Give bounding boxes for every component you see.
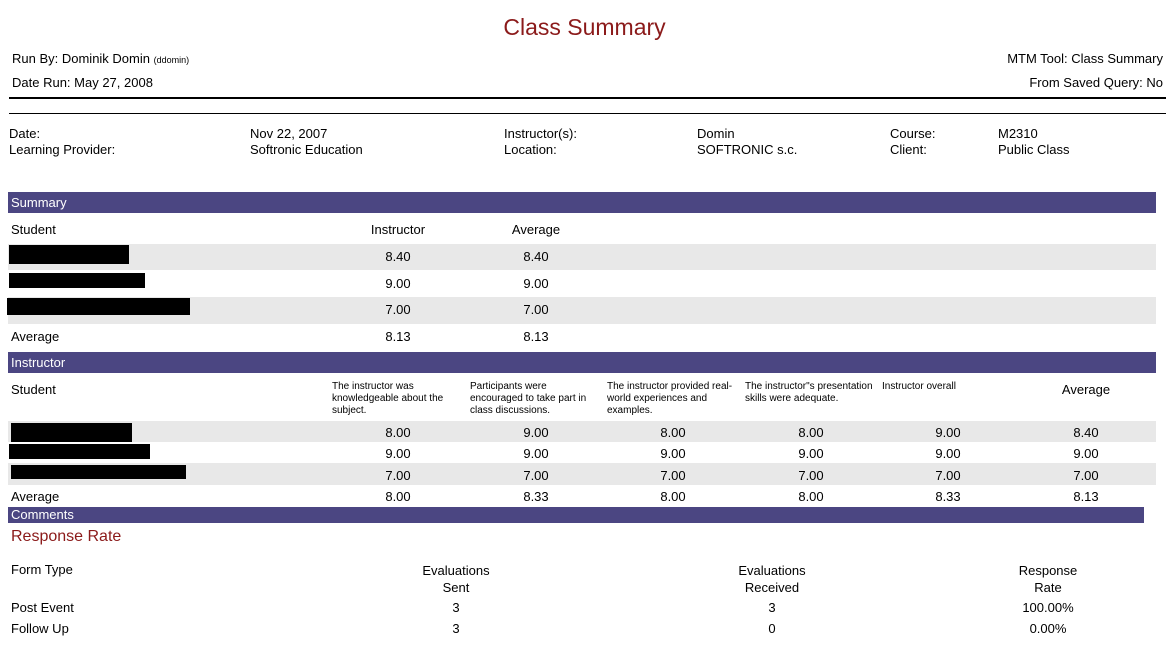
date-value: Nov 22, 2007 — [250, 126, 328, 141]
col-rate-line1: Response — [1018, 563, 1078, 578]
sent-value: 3 — [452, 621, 460, 636]
response-rate-title: Response Rate — [11, 528, 122, 545]
saved-query: From Saved Query: No — [1029, 75, 1163, 90]
instructors-label: Instructor(s): — [504, 126, 577, 141]
instructor-avg-score: 8.00 — [385, 489, 411, 504]
instructor-score: 7.00 — [385, 468, 411, 483]
col-sent-line2: Sent — [442, 580, 470, 595]
instructor-score: 8.00 — [385, 425, 411, 440]
instructor-row-average: 9.00 — [1073, 446, 1099, 461]
col-response-rate — [988, 562, 1108, 596]
info-col-4 — [697, 126, 797, 158]
instructor-score: 8.00 — [798, 425, 824, 440]
instructor-avg-score: 8.33 — [935, 489, 961, 504]
provider-value: Softronic Education — [250, 142, 363, 157]
question-knowledgeable: The instructor was knowledgeable about the subject. — [332, 381, 444, 416]
run-by — [12, 51, 189, 66]
date-label: Date: — [9, 126, 41, 141]
col-sent-line1: Evaluations — [422, 563, 490, 578]
summary-col-instructor: Instructor — [370, 222, 426, 237]
instructor-avg-average: 8.13 — [1073, 489, 1099, 504]
sent-value: 3 — [452, 600, 460, 615]
summary-instructor-value: 8.40 — [385, 249, 411, 264]
instructor-score: 9.00 — [523, 425, 549, 440]
summary-avg-average: 8.13 — [523, 329, 549, 344]
instructor-score: 9.00 — [385, 446, 411, 461]
tool-name: MTM Tool: Class Summary — [1007, 51, 1163, 66]
summary-col-student: Student — [11, 222, 56, 237]
rate-value: 0.00% — [1029, 621, 1067, 636]
summary-average-value: 8.40 — [523, 249, 549, 264]
info-col-1 — [9, 126, 115, 158]
instructor-col-student: Student — [11, 382, 56, 397]
summary-average-value: 7.00 — [523, 302, 549, 317]
date-run: Date Run: May 27, 2008 — [12, 75, 153, 90]
col-evaluations-received — [712, 562, 832, 596]
instructor-avg-score: 8.33 — [523, 489, 549, 504]
instructor-col-average: Average — [1061, 382, 1111, 397]
info-col-2 — [250, 126, 363, 158]
question-overall: Instructor overall — [882, 381, 956, 392]
question-discussions: Participants were encouraged to take part in class discussions. — [470, 381, 587, 416]
instructor-avg-score: 8.00 — [798, 489, 824, 504]
received-value: 0 — [768, 621, 776, 636]
redacted-student-name — [9, 273, 145, 288]
col-rate-line2: Rate — [1034, 580, 1062, 595]
col-recv-line2: Received — [744, 580, 800, 595]
course-value: M2310 — [998, 126, 1038, 141]
location-value: SOFTRONIC s.c. — [697, 142, 798, 157]
summary-instructor-value: 9.00 — [385, 276, 411, 291]
info-col-3 — [504, 126, 577, 158]
header-rule — [9, 97, 1166, 99]
instructors-value: Domin — [697, 126, 735, 141]
run-by-user: (ddomin) — [153, 55, 190, 65]
summary-average-label: Average — [11, 329, 60, 344]
provider-label: Learning Provider: — [9, 142, 116, 157]
instructor-row-average: 7.00 — [1073, 468, 1099, 483]
rate-value: 100.00% — [1022, 600, 1074, 615]
header-rule-thin — [9, 113, 1166, 114]
summary-instructor-value: 7.00 — [385, 302, 411, 317]
instructor-score: 8.00 — [660, 425, 686, 440]
instructor-avg-score: 8.00 — [660, 489, 686, 504]
instructor-score: 9.00 — [660, 446, 686, 461]
instructor-score: 7.00 — [798, 468, 824, 483]
client-value: Public Class — [998, 142, 1070, 157]
course-label: Course: — [890, 126, 936, 141]
instructor-score: 9.00 — [935, 425, 961, 440]
instructor-score: 9.00 — [798, 446, 824, 461]
instructor-score: 7.00 — [660, 468, 686, 483]
instructor-score: 9.00 — [935, 446, 961, 461]
instructor-row-average: 8.40 — [1073, 425, 1099, 440]
instructor-average-label: Average — [11, 489, 60, 504]
question-real-world: The instructor provided real-world experiences and examples. — [607, 381, 733, 416]
redacted-student-name — [11, 465, 186, 479]
summary-avg-instructor: 8.13 — [385, 329, 411, 344]
redacted-student-name — [7, 298, 190, 315]
instructor-section-header: Instructor — [8, 352, 1156, 373]
question-presentation: The instructor"s presentation skills were adequate. — [745, 381, 873, 404]
col-evaluations-sent — [396, 562, 516, 596]
info-col-6 — [998, 126, 1070, 158]
instructor-score: 7.00 — [523, 468, 549, 483]
form-type-post-event: Post Event — [11, 600, 74, 615]
col-form-type: Form Type — [11, 562, 73, 577]
redacted-student-name — [9, 245, 129, 264]
received-value: 3 — [768, 600, 776, 615]
report-title: Class Summary — [503, 14, 666, 40]
location-label: Location: — [504, 142, 557, 157]
redacted-student-name — [11, 423, 132, 442]
client-label: Client: — [890, 142, 927, 157]
summary-average-value: 9.00 — [523, 276, 549, 291]
summary-col-average: Average — [511, 222, 561, 237]
instructor-score: 9.00 — [523, 446, 549, 461]
form-type-follow-up: Follow Up — [11, 621, 69, 636]
comments-section-header: Comments — [8, 507, 1144, 523]
summary-section-header: Summary — [8, 192, 1156, 213]
redacted-student-name — [9, 444, 150, 459]
instructor-score: 7.00 — [935, 468, 961, 483]
col-recv-line1: Evaluations — [738, 563, 806, 578]
run-by-name: Run By: Dominik Domin — [12, 51, 150, 66]
info-col-5 — [890, 126, 936, 158]
